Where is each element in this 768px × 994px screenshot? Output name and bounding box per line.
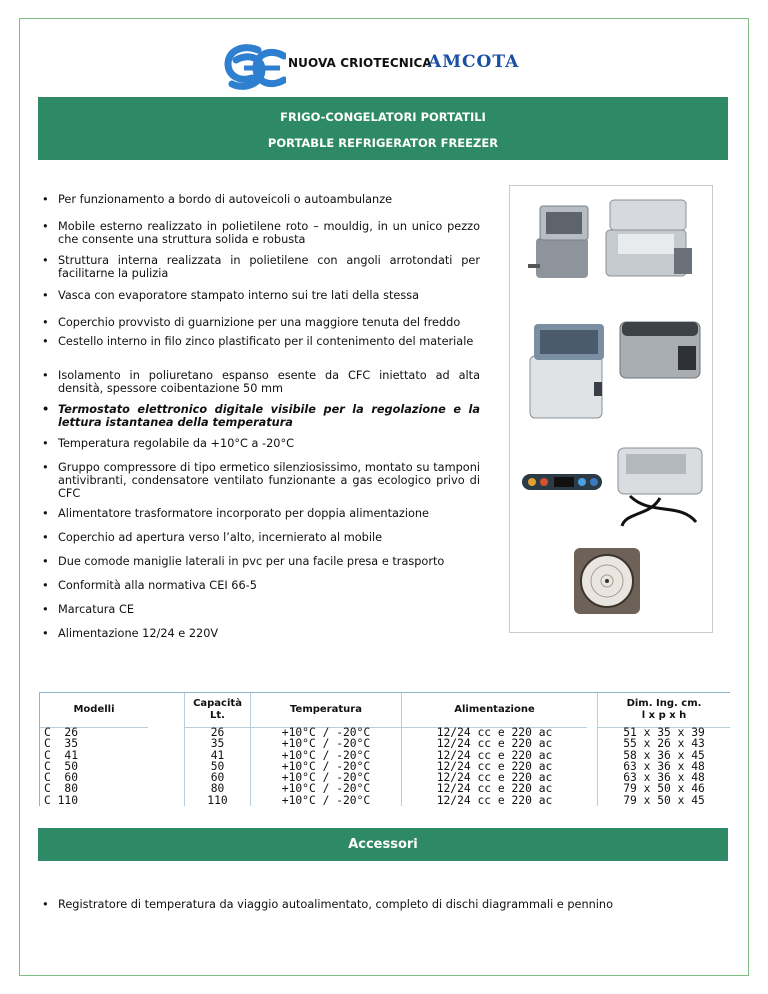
table-cell: C 110: [44, 793, 79, 807]
title-band: [38, 97, 728, 160]
brand-name-primary: NUOVA CRIOTECNICA: [288, 56, 432, 70]
feature-item-highlight: • Termostato elettronico digitale visibile per la regolazione e la lettura istantanea della temperatura: [40, 403, 480, 429]
table-cell: C 50: [44, 759, 79, 773]
table-cell: 80: [210, 782, 225, 796]
header-power: Alimentazione: [402, 693, 587, 728]
temperature-recorder-image: [574, 548, 640, 614]
table-cell: 79 x 50 x 45: [623, 793, 705, 807]
table-cell: 63 x 36 x 48: [623, 759, 705, 773]
fridge-lid-open-image: [530, 324, 604, 418]
column-temperature: [251, 693, 401, 806]
feature-item: • Alimentazione 12/24 e 220V: [40, 627, 480, 640]
product-photos: [509, 185, 713, 633]
accessory-item: • Registratore di temperatura da viaggio autoalimentato, completo di dischi diagrammali e pennino: [40, 898, 720, 911]
table-cell: +10°C / -20°C: [281, 793, 371, 807]
fridge-with-cables-image: [618, 448, 702, 526]
feature-item: • Due comode maniglie laterali in pvc per una facile presa e trasporto: [40, 555, 480, 568]
table-cell: C 35: [44, 737, 79, 751]
logo-mark-icon: [222, 40, 286, 94]
table-cell: +10°C / -20°C: [281, 759, 371, 773]
feature-item: • Temperatura regolabile da +10°C a -20°C: [40, 437, 480, 450]
header-capacity: Capacità Lt.: [185, 693, 250, 728]
feature-item: • Isolamento in poliuretano espanso esente da CFC iniettato ad alta densità, spessore coibentazione 50 mm: [40, 369, 480, 395]
table-cell: C 80: [44, 782, 79, 796]
table-cell: +10°C / -20°C: [281, 737, 371, 751]
table-cell: 51 x 35 x 39: [623, 726, 705, 739]
table-cell: 12/24 cc e 220 ac: [436, 759, 553, 773]
feature-item: • Mobile esterno realizzato in polietilene roto – mouldig, in un unico pezzo che consente una struttura solida e robusta: [40, 220, 480, 246]
table-cell: 60: [210, 771, 225, 785]
header-dimensions: [598, 693, 730, 728]
table-cell: 63 x 36 x 48: [623, 771, 705, 785]
table-cell: 79 x 50 x 46: [623, 782, 705, 796]
column-models: [40, 693, 148, 806]
table-cell: C 41: [44, 748, 79, 762]
table-cell: C 60: [44, 771, 79, 785]
table-cell: 12/24 cc e 220 ac: [436, 737, 553, 751]
table-cell: 41: [210, 748, 225, 762]
specs-table: [39, 692, 730, 806]
fridge-closed-image: [620, 322, 700, 378]
small-fridge-open-image: [528, 206, 588, 278]
table-cell: 12/24 cc e 220 ac: [436, 748, 553, 762]
accessories-heading: Accessori: [38, 828, 728, 861]
feature-item: • Cestello interno in filo zinco plastificato per il contenimento del materiale: [40, 335, 480, 348]
table-cell: 55 x 26 x 43: [623, 737, 705, 751]
feature-item: • Per funzionamento a bordo di autoveicoli o autoambulanze: [40, 193, 480, 206]
table-cell: +10°C / -20°C: [281, 782, 371, 796]
feature-item: • Conformità alla normativa CEI 66-5: [40, 579, 480, 592]
table-cell: 12/24 cc e 220 ac: [436, 726, 553, 739]
column-power: [402, 693, 587, 806]
table-cell: +10°C / -20°C: [281, 771, 371, 785]
feature-item: • Marcatura CE: [40, 603, 480, 616]
feature-item: • Vasca con evaporatore stampato interno sui tre lati della stessa: [40, 289, 480, 302]
control-panel-image: [522, 474, 602, 490]
medium-fridge-open-image: [606, 200, 692, 276]
column-dimensions: [598, 693, 730, 806]
feature-item: • Gruppo compressore di tipo ermetico silenziosissimo, montato su tamponi antivibranti, condensatore ventilato funzionante a gas ecologico privo di CFC: [40, 461, 480, 500]
header-dimensions-line2: l x p x h: [641, 710, 687, 721]
column-capacity: [185, 693, 250, 806]
table-cell: 110: [207, 793, 228, 807]
table-cell: 12/24 cc e 220 ac: [436, 793, 553, 807]
title-italian: FRIGO-CONGELATORI PORTATILI: [280, 110, 486, 124]
table-cell: 50: [210, 759, 225, 773]
table-cell: C 26: [44, 726, 79, 739]
feature-item: • Alimentatore trasformatore incorporato per doppia alimentazione: [40, 507, 480, 520]
table-cell: +10°C / -20°C: [281, 726, 371, 739]
feature-item: • Coperchio provvisto di guarnizione per una maggiore tenuta del freddo: [40, 316, 480, 329]
header-models: Modelli: [40, 693, 148, 728]
product-illustration: [510, 186, 712, 632]
feature-item: • Coperchio ad apertura verso l’alto, incernierato al mobile: [40, 531, 480, 544]
title-english: PORTABLE REFRIGERATOR FREEZER: [267, 136, 499, 150]
table-cell: 26: [210, 726, 225, 739]
company-logo: [222, 40, 548, 94]
table-cell: 35: [210, 737, 225, 751]
table-cell: +10°C / -20°C: [281, 748, 371, 762]
feature-item: • Struttura interna realizzata in polietilene con angoli arrotondati per facilitarne la pulizia: [40, 254, 480, 280]
table-cell: 12/24 cc e 220 ac: [436, 771, 553, 785]
table-cell: 12/24 cc e 220 ac: [436, 782, 553, 796]
header-dimensions-line1: Dim. Ing. cm.: [626, 698, 702, 709]
brand-name-secondary: AMCOTA: [428, 52, 520, 72]
header-temperature: Temperatura: [251, 693, 401, 728]
table-cell: 58 x 36 x 45: [623, 748, 705, 762]
